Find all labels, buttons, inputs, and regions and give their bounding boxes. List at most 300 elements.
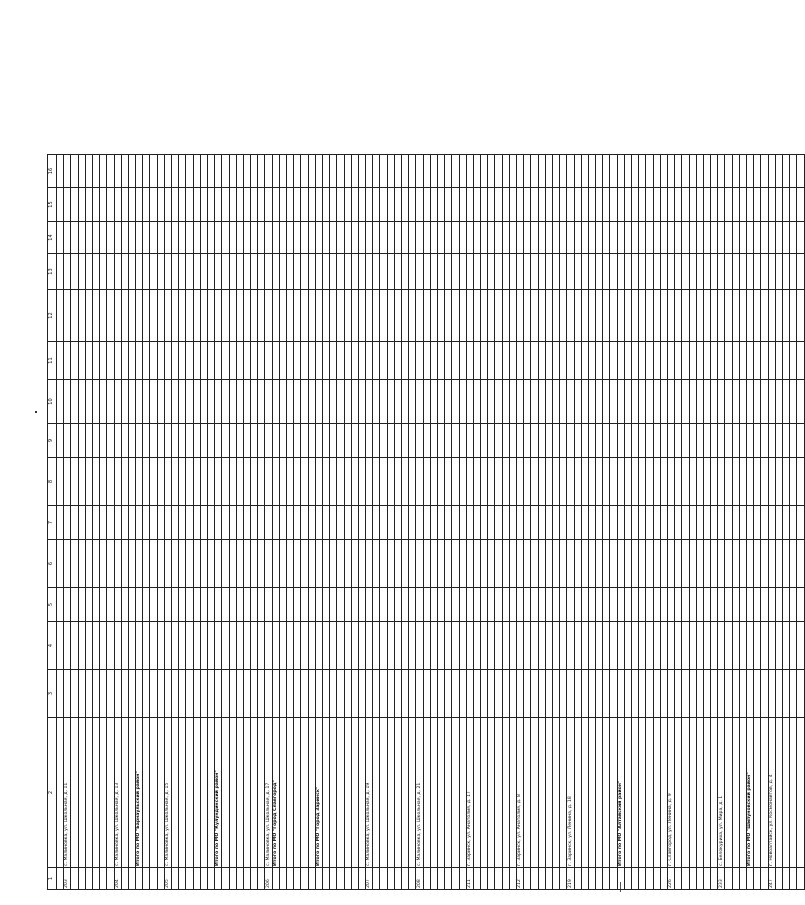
table-cell — [667, 380, 674, 424]
table-cell — [193, 622, 200, 670]
table-cell — [675, 588, 682, 622]
table-cell — [315, 188, 322, 222]
table-cell — [452, 506, 459, 540]
table-cell — [739, 588, 746, 622]
table-cell — [754, 540, 761, 588]
table-cell — [172, 540, 179, 588]
table-cell — [603, 290, 610, 342]
table-cell — [632, 254, 639, 290]
table-cell — [430, 222, 437, 254]
table-cell — [632, 670, 639, 718]
table-cell — [732, 868, 739, 890]
table-cell — [114, 188, 121, 222]
table-cell — [632, 718, 639, 868]
table-cell — [258, 254, 265, 290]
table-cell — [624, 540, 631, 588]
table-cell — [337, 155, 344, 188]
table-cell — [157, 622, 164, 670]
table-cell — [344, 868, 351, 890]
table-cell: Итого по МО "Кулундинский район" — [215, 718, 222, 868]
table-cell — [739, 868, 746, 890]
table-cell — [294, 540, 301, 588]
table-cell — [243, 718, 250, 868]
table-cell — [265, 380, 272, 424]
table-cell — [452, 424, 459, 458]
table-cell — [747, 540, 754, 588]
table-cell — [488, 540, 495, 588]
table-cell — [430, 588, 437, 622]
table-cell — [366, 424, 373, 458]
table-cell — [71, 222, 78, 254]
table-cell — [100, 188, 107, 222]
table-cell — [272, 155, 279, 188]
table-cell — [315, 622, 322, 670]
table-cell — [243, 588, 250, 622]
table-cell — [215, 588, 222, 622]
table-cell — [136, 342, 143, 380]
table-cell — [437, 718, 444, 868]
table-cell — [308, 342, 315, 380]
table-cell — [179, 458, 186, 506]
table-cell — [747, 155, 754, 188]
table-cell — [330, 670, 337, 718]
table-cell — [560, 254, 567, 290]
table-cell — [524, 868, 531, 890]
table-cell — [790, 380, 797, 424]
table-cell — [207, 380, 214, 424]
table-cell — [560, 718, 567, 868]
table-cell — [567, 290, 574, 342]
table-cell — [387, 718, 394, 868]
table-row — [193, 155, 200, 890]
table-cell — [437, 506, 444, 540]
table-cell — [114, 540, 121, 588]
table-cell — [402, 540, 409, 588]
table-cell — [524, 506, 531, 540]
table-cell — [236, 290, 243, 342]
table-cell — [682, 254, 689, 290]
table-cell — [588, 424, 595, 458]
table-cell — [366, 506, 373, 540]
table-cell — [502, 506, 509, 540]
table-cell — [394, 155, 401, 188]
table-cell — [552, 342, 559, 380]
table-cell — [459, 506, 466, 540]
table-cell — [358, 155, 365, 188]
table-cell — [330, 290, 337, 342]
table-cell — [85, 222, 92, 254]
table-cell — [179, 222, 186, 254]
table-cell — [186, 188, 193, 222]
table-cell — [732, 458, 739, 506]
table-cell — [538, 622, 545, 670]
table-cell — [632, 424, 639, 458]
table-cell — [739, 188, 746, 222]
table-row — [416, 155, 423, 890]
table-cell — [617, 155, 624, 188]
table-cell — [574, 254, 581, 290]
table-cell — [459, 540, 466, 588]
table-cell — [380, 540, 387, 588]
table-cell — [517, 670, 524, 718]
table-cell — [725, 342, 732, 380]
table-cell — [560, 506, 567, 540]
table-cell — [667, 588, 674, 622]
table-cell — [423, 424, 430, 458]
table-cell — [222, 670, 229, 718]
table-cell — [653, 290, 660, 342]
table-cell — [452, 622, 459, 670]
table-cell — [229, 588, 236, 622]
table-cell — [797, 506, 804, 540]
table-cell: с. Белокуриха, ул. Мира, д. 1 — [718, 718, 725, 868]
table-cell — [775, 342, 782, 380]
table-cell — [581, 342, 588, 380]
table-cell — [143, 155, 150, 188]
table-cell — [150, 458, 157, 506]
table-cell — [402, 622, 409, 670]
table-row — [207, 155, 214, 890]
table-cell — [423, 458, 430, 506]
table-cell — [437, 868, 444, 890]
table-cell — [790, 424, 797, 458]
table-cell — [243, 254, 250, 290]
table-cell — [689, 342, 696, 380]
table-cell — [488, 458, 495, 506]
table-cell — [409, 588, 416, 622]
table-cell — [71, 622, 78, 670]
table-row — [344, 155, 351, 890]
table-cell — [143, 458, 150, 506]
table-cell — [588, 718, 595, 868]
table-cell — [179, 622, 186, 670]
table-cell — [258, 718, 265, 868]
table-row — [394, 155, 401, 890]
table-cell — [481, 670, 488, 718]
table-cell — [689, 868, 696, 890]
table-cell — [279, 222, 286, 254]
table-cell — [423, 540, 430, 588]
table-cell — [236, 718, 243, 868]
table-cell — [301, 254, 308, 290]
table-cell — [632, 380, 639, 424]
table-row — [100, 155, 107, 890]
table-cell — [409, 458, 416, 506]
table-cell — [200, 506, 207, 540]
table-cell: 233 — [718, 868, 725, 890]
table-cell — [100, 670, 107, 718]
table-cell — [452, 670, 459, 718]
table-cell — [308, 868, 315, 890]
table-cell — [790, 622, 797, 670]
table-cell — [488, 290, 495, 342]
table-cell — [481, 718, 488, 868]
table-cell: 208 — [416, 868, 423, 890]
table-row — [186, 155, 193, 890]
table-cell — [617, 588, 624, 622]
table-cell — [107, 622, 114, 670]
table-cell — [402, 380, 409, 424]
table-row — [689, 155, 696, 890]
table-cell — [711, 868, 718, 890]
table-cell — [732, 670, 739, 718]
table-cell — [236, 380, 243, 424]
table-cell — [495, 588, 502, 622]
table-cell — [150, 342, 157, 380]
table-cell — [107, 380, 114, 424]
table-cell — [143, 222, 150, 254]
table-cell — [689, 622, 696, 670]
table-cell — [653, 222, 660, 254]
table-cell — [85, 380, 92, 424]
table-row — [358, 155, 365, 890]
table-cell — [646, 588, 653, 622]
table-cell — [358, 380, 365, 424]
table-cell — [78, 868, 85, 890]
table-row — [258, 155, 265, 890]
table-cell — [610, 588, 617, 622]
table-cell — [452, 342, 459, 380]
table-cell — [387, 254, 394, 290]
table-cell — [207, 718, 214, 868]
table-row — [732, 155, 739, 890]
table-cell — [739, 670, 746, 718]
table-cell — [100, 506, 107, 540]
table-cell — [128, 290, 135, 342]
table-cell — [574, 718, 581, 868]
table-row — [466, 155, 473, 890]
table-cell — [251, 718, 258, 868]
table-cell — [596, 718, 603, 868]
table-cell — [725, 506, 732, 540]
table-cell — [768, 254, 775, 290]
table-cell — [761, 868, 768, 890]
table-cell — [294, 424, 301, 458]
table-row — [222, 155, 229, 890]
table-cell — [782, 718, 789, 868]
table-cell — [373, 188, 380, 222]
table-cell — [215, 868, 222, 890]
table-cell — [150, 424, 157, 458]
table-cell — [366, 588, 373, 622]
table-cell — [610, 670, 617, 718]
table-cell — [294, 458, 301, 506]
table-cell — [121, 540, 128, 588]
table-cell — [315, 222, 322, 254]
table-cell — [380, 380, 387, 424]
table-cell — [322, 155, 329, 188]
table-cell — [667, 458, 674, 506]
table-cell — [172, 222, 179, 254]
table-cell — [258, 188, 265, 222]
table-cell — [143, 868, 150, 890]
table-row — [243, 155, 250, 890]
table-cell — [416, 254, 423, 290]
table-cell — [430, 424, 437, 458]
table-cell — [279, 718, 286, 868]
section-total-row — [747, 155, 754, 890]
table-cell — [667, 424, 674, 458]
table-cell — [200, 868, 207, 890]
table-cell: 247 — [768, 868, 775, 890]
table-cell — [574, 424, 581, 458]
table-cell — [92, 622, 99, 670]
table-cell — [193, 670, 200, 718]
table-cell — [617, 254, 624, 290]
table-cell — [164, 290, 171, 342]
table-cell — [481, 540, 488, 588]
table-cell — [509, 342, 516, 380]
table-cell — [517, 254, 524, 290]
table-cell — [128, 868, 135, 890]
table-cell — [711, 588, 718, 622]
table-cell — [402, 718, 409, 868]
table-cell — [696, 380, 703, 424]
table-cell — [581, 868, 588, 890]
table-cell — [653, 155, 660, 188]
table-cell — [373, 222, 380, 254]
table-cell — [581, 458, 588, 506]
table-cell: Итого по МО "Город Заринск" — [315, 718, 322, 868]
table-cell — [761, 540, 768, 588]
table-cell — [567, 588, 574, 622]
table-cell — [509, 670, 516, 718]
table-cell — [150, 506, 157, 540]
table-cell — [409, 254, 416, 290]
table-cell — [200, 222, 207, 254]
table-cell — [229, 540, 236, 588]
table-cell — [128, 670, 135, 718]
table-cell — [596, 188, 603, 222]
table-cell — [107, 254, 114, 290]
table-cell — [790, 254, 797, 290]
table-cell — [92, 188, 99, 222]
table-cell — [596, 506, 603, 540]
table-cell — [186, 622, 193, 670]
table-cell — [797, 424, 804, 458]
table-cell — [739, 254, 746, 290]
table-cell — [790, 868, 797, 890]
table-cell — [473, 222, 480, 254]
table-cell — [92, 458, 99, 506]
table-cell — [107, 540, 114, 588]
table-cell — [445, 188, 452, 222]
table-cell — [150, 188, 157, 222]
table-cell — [215, 458, 222, 506]
table-cell — [229, 254, 236, 290]
table-cell — [660, 718, 667, 868]
table-cell — [100, 868, 107, 890]
table-cell — [646, 670, 653, 718]
table-cell — [445, 868, 452, 890]
table-cell — [775, 540, 782, 588]
scan-speck — [35, 411, 37, 413]
table-cell — [78, 290, 85, 342]
table-cell — [473, 718, 480, 868]
table-cell — [603, 222, 610, 254]
table-cell — [279, 290, 286, 342]
table-cell — [301, 588, 308, 622]
table-cell — [128, 188, 135, 222]
table-cell — [143, 506, 150, 540]
table-cell — [193, 424, 200, 458]
table-cell — [322, 868, 329, 890]
table-cell — [754, 506, 761, 540]
table-cell — [373, 718, 380, 868]
table-cell — [164, 424, 171, 458]
table-cell — [121, 380, 128, 424]
table-cell — [761, 458, 768, 506]
table-cell — [538, 342, 545, 380]
table-row — [632, 155, 639, 890]
table-cell — [718, 506, 725, 540]
table-cell — [502, 155, 509, 188]
table-cell — [57, 290, 64, 342]
table-cell — [538, 458, 545, 506]
table-cell — [179, 588, 186, 622]
table-cell — [675, 670, 682, 718]
table-cell — [703, 868, 710, 890]
table-cell — [186, 254, 193, 290]
table-cell — [445, 540, 452, 588]
table-cell — [114, 588, 121, 622]
table-cell — [739, 342, 746, 380]
table-cell — [322, 424, 329, 458]
table-cell — [495, 222, 502, 254]
table-cell — [538, 540, 545, 588]
table-cell — [761, 254, 768, 290]
table-cell: с. Малиновка, ул. Школьная, д. 17 — [265, 718, 272, 868]
table-cell — [78, 670, 85, 718]
table-cell — [596, 458, 603, 506]
table-row — [330, 155, 337, 890]
table-cell — [430, 290, 437, 342]
table-cell — [222, 588, 229, 622]
table-row — [509, 155, 516, 890]
table-cell — [236, 188, 243, 222]
table-cell — [775, 622, 782, 670]
table-cell — [782, 188, 789, 222]
rotated-table-container — [47, 155, 774, 890]
table-cell — [481, 222, 488, 254]
table-cell — [430, 868, 437, 890]
table-cell — [164, 342, 171, 380]
table-cell — [581, 254, 588, 290]
table-cell — [64, 588, 71, 622]
table-cell — [768, 222, 775, 254]
table-cell — [481, 155, 488, 188]
table-cell — [445, 458, 452, 506]
table-cell — [200, 458, 207, 506]
table-cell — [258, 622, 265, 670]
table-cell — [639, 622, 646, 670]
table-cell — [164, 222, 171, 254]
table-cell — [64, 424, 71, 458]
table-cell — [775, 188, 782, 222]
table-cell — [775, 424, 782, 458]
table-cell — [358, 222, 365, 254]
table-cell — [301, 622, 308, 670]
table-cell — [603, 155, 610, 188]
table-cell — [308, 380, 315, 424]
table-cell — [488, 380, 495, 424]
table-cell — [517, 458, 524, 506]
table-cell — [229, 622, 236, 670]
table-cell — [251, 588, 258, 622]
table-cell — [509, 458, 516, 506]
table-cell — [495, 540, 502, 588]
table-cell — [603, 868, 610, 890]
